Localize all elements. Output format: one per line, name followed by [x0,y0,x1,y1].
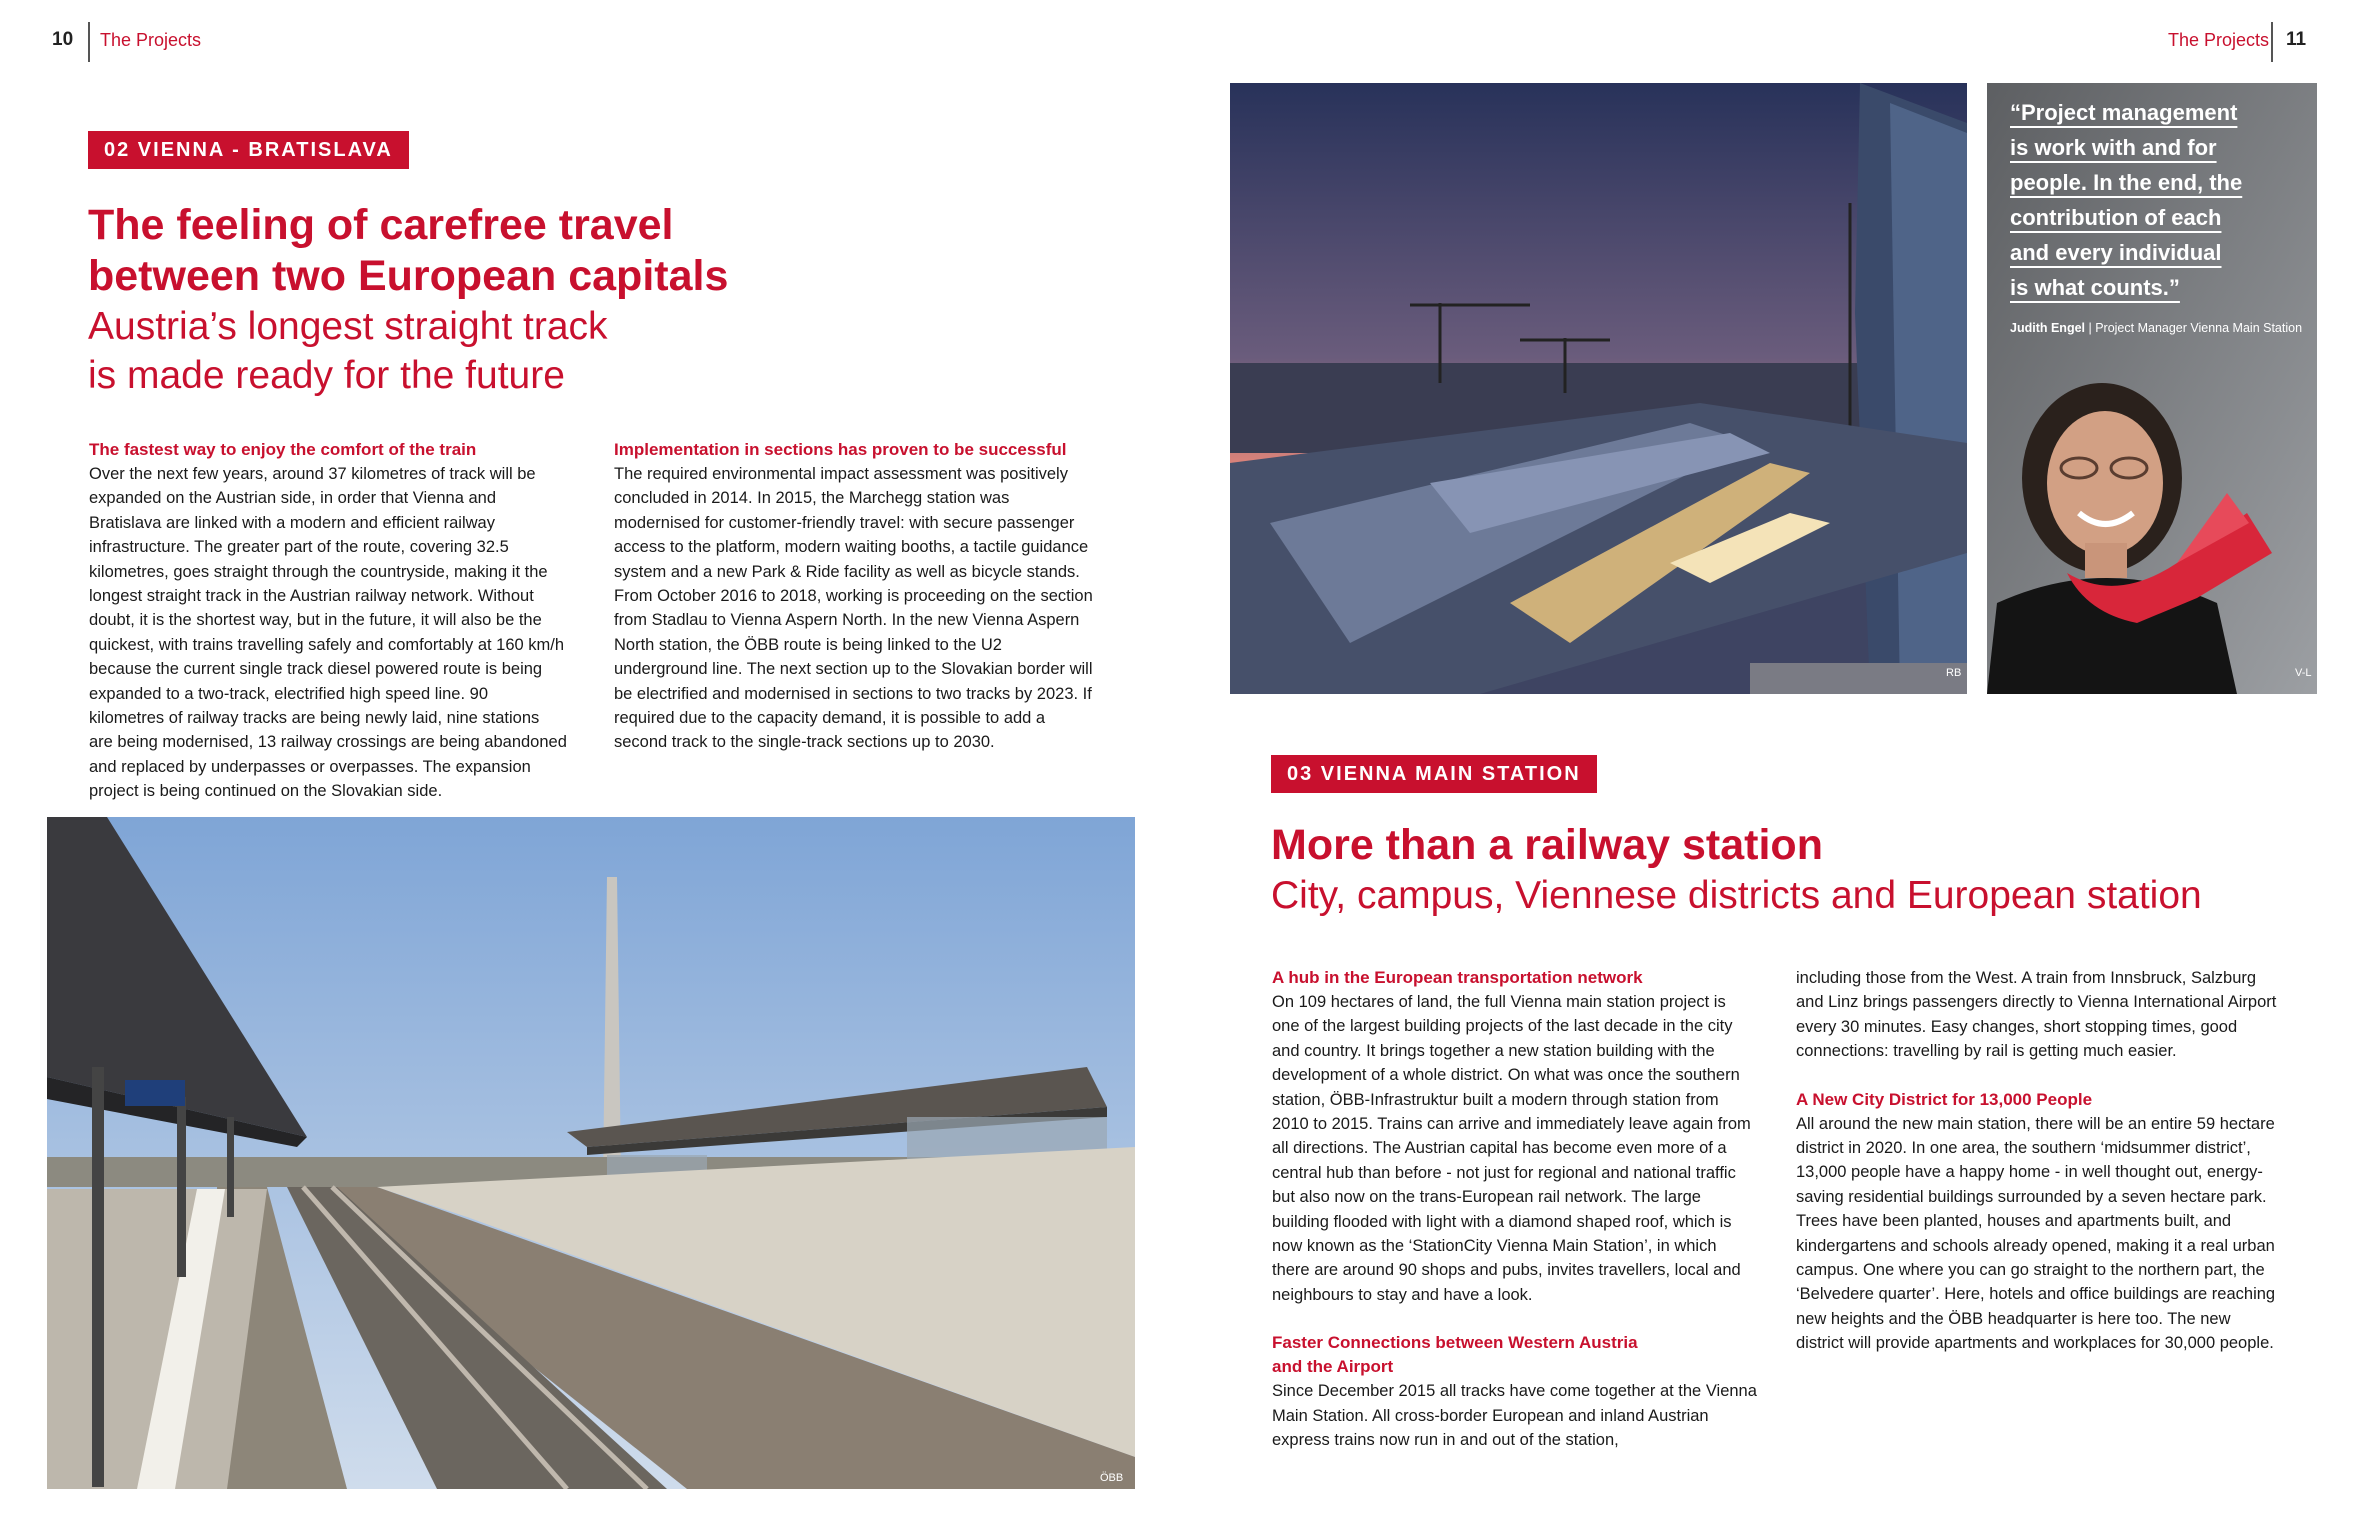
column-heading: Implementation in sections has proven to be successful [614,440,1067,459]
left-running-header: The Projects [100,30,202,50]
column-heading: The fastest way to enjoy the comfort of the train [89,440,477,459]
headline: between two European capitals [88,252,729,300]
quote-author: Judith Engel [2010,321,2085,335]
photo-credit: ÖBB [1100,1472,1124,1484]
photo-credit: V-L [2295,667,2312,679]
quote-author-role: Project Manager Vienna Main Station [2095,321,2303,335]
quote-line: and every individual [2010,240,2222,265]
left-page-number: 10 [52,29,74,50]
quote-line: “Project management [2010,100,2238,125]
pull-quote [2010,95,2310,337]
right-page-number: 11 [2286,29,2307,50]
subheadline: Austria’s longest straight track [88,305,608,348]
column-heading: Faster Connections between Western Austria [1272,1333,1638,1353]
header-divider [88,22,90,62]
quote-attribution [2010,319,2310,337]
column-heading: and the Airport [1272,1357,1394,1377]
section1-heading-block [88,200,988,400]
column-text: including those from the West. A train from Innsbruck, Salzburg and Linz brings passengers directly to Vienna International Airport every 30 minutes. Easy changes, short stopping times, good connections: travelling by rail is getting much easier. [1796,969,2277,1061]
column-text: Over the next few years, around 37 kilometres of track will be expanded on the Austrian side, in order that Vienna and Bratislava are linked with a modern and efficient railway infrastructure. The greater part of the route, covering 32.5 kilometres, goes straight through the countryside, making it the longest straight track in the Austrian railway network. Without doubt, it is the shortest way, but in the future, it will also be the quickest, with trains travelling safely and comfortably at 160 km/h because the current single track diesel powered route is being expanded to a two-track, electrified high speed line. 90 kilometres of railway tracks are being newly laid, nine stations are being modernised, 13 railway crossings are being abandoned and replaced by underpasses or overpasses. The expansion project is being continued on the Slovakian side. [89,465,567,801]
column-text: All around the new main station, there will be an entire 59 hectare district in 2020. In one area, the southern ‘midsummer district’, 13,000 people have a happy home - in well thought out, energy-saving residential buildings surrounded by a seven hectare park. Trees have been planted, houses and apartments built, and kindergartens and schools already opened, making it a real urban campus. One where you can go straight to the northern part, the ‘Belvedere quarter’. Here, hotels and office buildings are reaching new heights and the ÖBB headquarter is here too. The new district will provide apartments and workplaces for 30,000 people. [1796,1114,2276,1353]
column-text: Since December 2015 all tracks have come together at the Vienna Main Station. All cross-border European and inland Austrian express trains now run in and out of the station, [1272,1382,1757,1450]
column-heading: A New City District for 13,000 People [1796,1089,2093,1109]
article-column [1796,966,2278,1356]
quote-separator: | [2085,321,2096,335]
quote-line: people. In the end, the [2010,170,2243,195]
header-divider [2271,22,2273,62]
article-column [89,438,567,804]
platform-photo [47,817,1135,1489]
right-running-header: The Projects [2168,30,2270,50]
photo-credit: RB [1946,667,1962,679]
quote-line: is what counts.” [2010,275,2180,300]
column-text: On 109 hectares of land, the full Vienna main station project is one of the largest building projects of the last decade in the city and country. It brings together a new station building with the development of a whole district. On what was once the southern station, ÖBB-Infrastruktur built a modern through station from 2010 to 2015. Trains can arrive and immediately leave again from all directions. The Austrian capital has become even more of a central hub than before - not just for regional and national traffic but also now on the trans-European rail network. The large building flooded with light with a diamond shaped roof, which is now known as the ‘StationCity Vienna Main Station’, in which there are around 90 shops and pubs, invites travellers, local and neighbours to stay and have a look. [1272,993,1751,1304]
article-column [1272,966,1757,1453]
subheadline: is made ready for the future [88,354,565,397]
section2-heading-block [1271,820,2271,920]
subheadline: City, campus, Viennese districts and European station [1271,874,2202,917]
section-tag: 03 VIENNA MAIN STATION [1271,755,1597,793]
headline: More than a railway station [1271,821,1823,869]
quote-line: contribution of each [2010,205,2222,230]
station-night-photo [1230,83,1967,694]
section-tag: 02 VIENNA - BRATISLAVA [88,131,409,169]
headline: The feeling of carefree travel [88,201,674,249]
article-column [614,438,1096,755]
column-heading: A hub in the European transportation network [1272,968,1643,987]
quote-line: is work with and for [2010,135,2217,160]
column-text: The required environmental impact assessment was positively concluded in 2014. In 2015, the Marchegg station was modernised for customer-friendly travel: with secure passenger access to the platform, modern waiting booths, a tactile guidance system and a new Park & Ride facility as well as bicycle stands. From October 2016 to 2018, working is proceeding on the section from Stadlau to Vienna Aspern North. In the new Vienna Aspern North station, the ÖBB route is being linked to the U2 underground line. The next section up to the Slovakian border will be electrified and modernised in sections to two tracks by 2023. If required due to the capacity demand, it is possible to add a second track to the single-track sections up to 2030. [614,465,1093,752]
